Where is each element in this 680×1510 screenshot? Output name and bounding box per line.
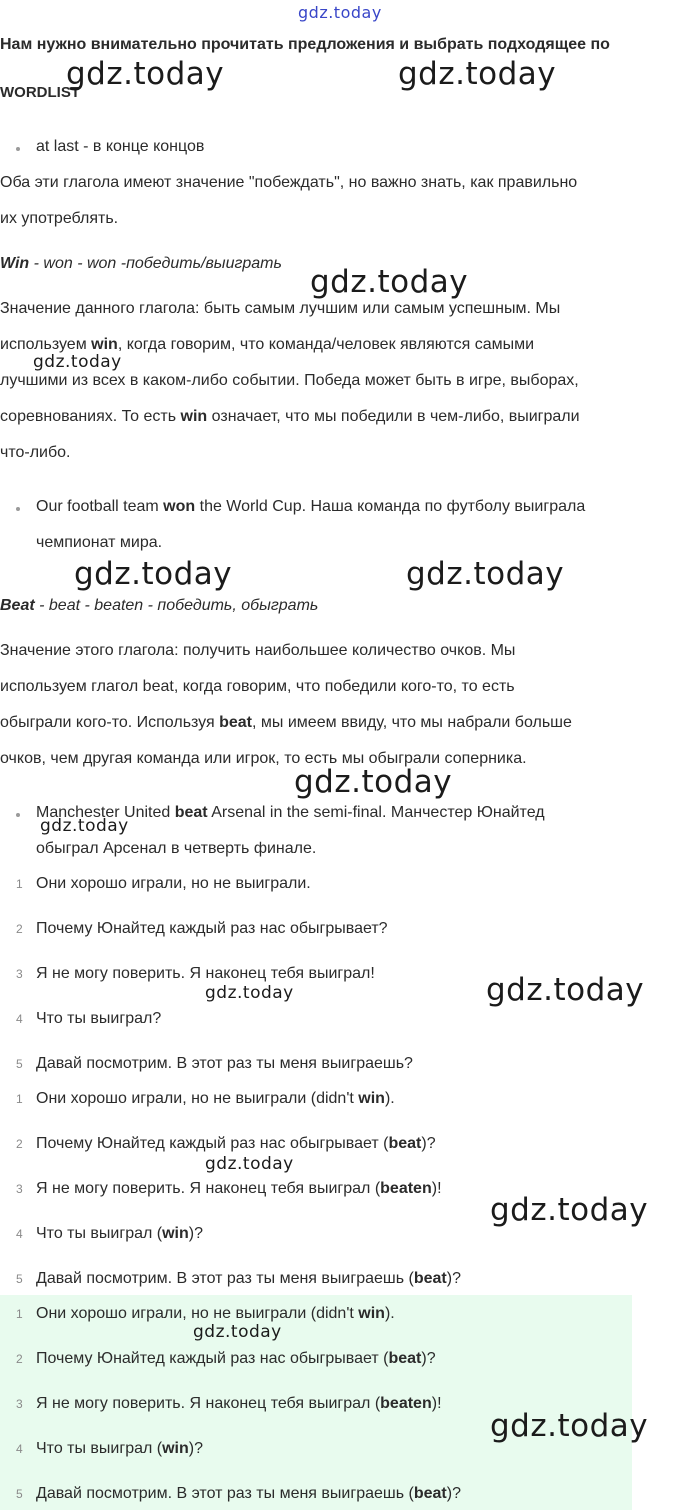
answer-word: beat <box>388 1135 422 1152</box>
win-para-line-4 <box>0 408 580 426</box>
verbs-intro-line-1: Оба эти глагола имеют значение "побеждать", но важно знать, как правильно <box>0 174 578 191</box>
beat-p3a: обыграли кого-то. Используя <box>0 714 220 731</box>
beat-heading-rest: - beat - beaten - победить, обыграть <box>34 597 319 614</box>
answer-pre: Почему Юнайтед каждый раз нас обыгрывает ( <box>36 1135 389 1152</box>
answer-number: 4 <box>16 1442 23 1456</box>
watermark: gdz.today <box>406 556 565 592</box>
answer-post: ). <box>384 1090 395 1107</box>
watermark: gdz.today <box>40 816 129 836</box>
beat-para-line-4: очков, чем другая команда или игрок, то есть мы обыграли соперника. <box>0 750 527 767</box>
question-number: 3 <box>16 967 23 981</box>
answer-word: win <box>162 1440 189 1457</box>
win-p4b: win <box>180 408 208 425</box>
watermark: gdz.today <box>205 983 294 1003</box>
answer-text <box>36 1350 436 1368</box>
win-example-line-1 <box>36 498 585 516</box>
answer-number: 4 <box>16 1227 23 1241</box>
answer-number: 1 <box>16 1307 23 1321</box>
answer-pre: Я не могу поверить. Я наконец тебя выиграл ( <box>36 1395 381 1412</box>
beat-ex1c: Arsenal in the semi-final. Манчестер Юнайтед <box>207 804 545 821</box>
win-ex1a: Our football team <box>36 498 164 515</box>
watermark: gdz.today <box>490 1408 649 1444</box>
answer-word: beat <box>413 1485 447 1502</box>
answer-pre: Я не могу поверить. Я наконец тебя выиграл ( <box>36 1180 381 1197</box>
answer-text <box>36 1180 442 1198</box>
beat-p3b: beat <box>219 714 253 731</box>
answer-post: )? <box>446 1485 461 1502</box>
answer-number: 3 <box>16 1182 23 1196</box>
answer-pre: Они хорошо играли, но не выиграли (didn't <box>36 1305 359 1322</box>
answer-post: )? <box>421 1350 436 1367</box>
answer-text <box>36 1135 436 1153</box>
question-number: 4 <box>16 1012 23 1026</box>
answer-word: beaten <box>380 1180 432 1197</box>
answer-text <box>36 1440 203 1458</box>
answer-word: win <box>358 1090 385 1107</box>
beat-heading-bold: Beat <box>0 597 35 614</box>
beat-para-line-1: Значение этого глагола: получить наибольшее количество очков. Мы <box>0 642 516 659</box>
answer-pre: Давай посмотрим. В этот раз ты меня выиграешь ( <box>36 1485 414 1502</box>
verbs-intro-line-2: их употреблять. <box>0 210 119 227</box>
bullet-dot <box>16 813 20 817</box>
answer-text <box>36 1270 461 1288</box>
question-number: 5 <box>16 1057 23 1071</box>
watermark: gdz.today <box>74 556 233 592</box>
answer-word: beat <box>388 1350 422 1367</box>
question-text: Давай посмотрим. В этот раз ты меня выиграешь? <box>36 1055 413 1072</box>
watermark: gdz.today <box>310 264 469 300</box>
win-heading <box>0 255 282 273</box>
intro-line-1: Нам нужно внимательно прочитать предложения и выбрать подходящее по <box>0 36 610 53</box>
answer-number: 5 <box>16 1272 23 1286</box>
answer-text <box>36 1485 461 1503</box>
win-heading-rest: - won - won -победить/выиграть <box>29 255 282 272</box>
bullet-dot <box>16 147 20 151</box>
answer-word: beaten <box>380 1395 432 1412</box>
answer-number: 2 <box>16 1137 23 1151</box>
win-p4c: означает, что мы победили в чем-либо, выиграли <box>207 408 580 425</box>
answer-number: 3 <box>16 1397 23 1411</box>
wordlist-item: at last - в конце концов <box>36 138 205 155</box>
beat-para-line-2: используем глагол beat, когда говорим, что победили кого-то, то есть <box>0 678 515 695</box>
answer-post: )? <box>188 1440 204 1457</box>
win-heading-bold: Win <box>0 255 30 272</box>
answer-post: )? <box>188 1225 204 1242</box>
win-p2a: используем <box>0 336 92 353</box>
win-p2b: win <box>91 336 118 353</box>
question-text: Я не могу поверить. Я наконец тебя выиграл! <box>36 965 375 982</box>
watermark: gdz.today <box>490 1192 649 1228</box>
answer-post: )! <box>431 1180 442 1197</box>
question-text: Они хорошо играли, но не выиграли. <box>36 875 311 892</box>
answer-pre: Что ты выиграл ( <box>36 1440 163 1457</box>
answer-pre: Они хорошо играли, но не выиграли (didn't <box>36 1090 359 1107</box>
watermark: gdz.today <box>33 352 122 372</box>
answer-post: )? <box>446 1270 461 1287</box>
win-para-line-5: что-либо. <box>0 444 71 461</box>
watermark: gdz.today <box>294 764 453 800</box>
win-ex1b: won <box>163 498 196 515</box>
win-para-line-1: Значение данного глагола: быть самым лучшим или самым успешным. Мы <box>0 300 561 317</box>
win-ex1c: the World Cup. Наша команда по футболу выиграла <box>195 498 586 515</box>
answer-pre: Давай посмотрим. В этот раз ты меня выиграешь ( <box>36 1270 414 1287</box>
watermark: gdz.today <box>486 972 645 1008</box>
watermark: gdz.today <box>205 1154 294 1174</box>
question-text: Почему Юнайтед каждый раз нас обыгрывает? <box>36 920 388 937</box>
beat-para-line-3 <box>0 714 572 732</box>
beat-p3c: , мы имеем ввиду, что мы набрали больше <box>252 714 572 731</box>
answer-text <box>36 1225 203 1243</box>
answer-text <box>36 1090 395 1108</box>
question-text: Что ты выиграл? <box>36 1010 162 1027</box>
watermark: gdz.today <box>398 56 557 92</box>
answer-word: beat <box>413 1270 447 1287</box>
answer-post: )! <box>431 1395 442 1412</box>
watermark-top: gdz.today <box>298 3 382 22</box>
beat-ex1b: beat <box>174 804 208 821</box>
answer-pre: Почему Юнайтед каждый раз нас обыгрывает ( <box>36 1350 389 1367</box>
answer-post: )? <box>421 1135 436 1152</box>
answer-text <box>36 1305 395 1323</box>
watermark: gdz.today <box>193 1322 282 1342</box>
watermark: gdz.today <box>66 56 225 92</box>
answer-word: win <box>162 1225 189 1242</box>
question-number: 1 <box>16 877 23 891</box>
answer-number: 5 <box>16 1487 23 1501</box>
win-p4a: соревнованиях. То есть <box>0 408 181 425</box>
question-number: 2 <box>16 922 23 936</box>
answer-pre: Что ты выиграл ( <box>36 1225 163 1242</box>
beat-heading <box>0 597 318 615</box>
win-para-line-3: лучшими из всех в каком-либо событии. Победа может быть в игре, выборах, <box>0 372 579 389</box>
answer-post: ). <box>384 1305 395 1322</box>
answer-text <box>36 1395 442 1413</box>
win-example-line-2: чемпионат мира. <box>36 534 163 551</box>
beat-example-line-2: обыграл Арсенал в четверть финале. <box>36 840 317 857</box>
answer-number: 1 <box>16 1092 23 1106</box>
answer-number: 2 <box>16 1352 23 1366</box>
beat-ex1a: Manchester United <box>36 804 175 821</box>
bullet-dot <box>16 507 20 511</box>
answer-word: win <box>358 1305 385 1322</box>
win-p2c: , когда говорим, что команда/человек являются самыми <box>117 336 535 353</box>
intro-line-2: WORDLIST <box>0 84 80 101</box>
